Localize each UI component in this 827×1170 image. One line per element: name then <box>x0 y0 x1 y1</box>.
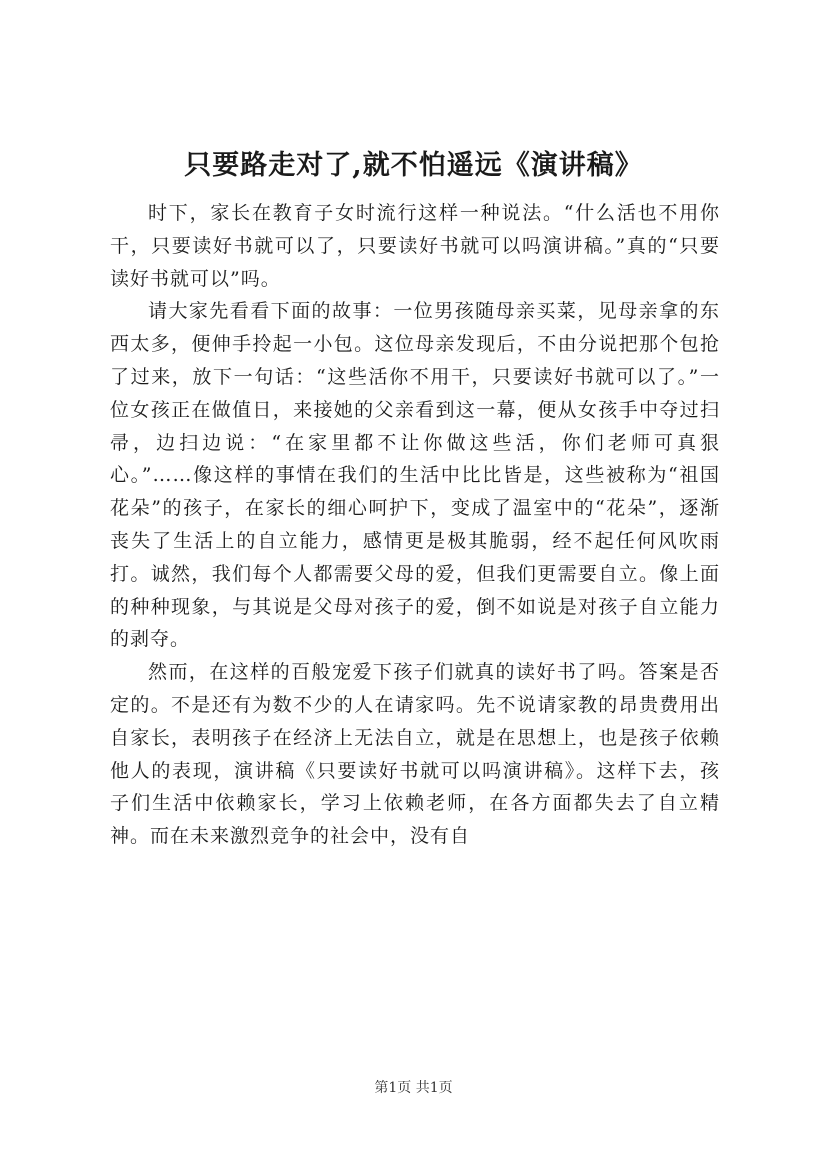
document-body <box>110 197 720 853</box>
paragraph-1: 时下，家长在教育子女时流行这样一种说法。“什么活也不用你干，只要读好书就可以了，只要读好书就可以吗演讲稿。”真的“只要读好书就可以”吗。 <box>110 202 720 290</box>
paragraph-2: 请大家先看看下面的故事：一位男孩随母亲买菜，见母亲拿的东西太多，便伸手拎起一小包。这位母亲发现后，不由分说把那个包抢了过来，放下一句话：“这些活你不用干，只要读好书就可以了。”一位女孩正在做值日，来接她的父亲看到这一幕，便从女孩手中夺过扫帚，边扫边说：“在家里都不让你做这些活，你们老师可真狠心。”……像这样的事情在我们的生活中比比皆是，这些被称为“祖国花朵”的孩子，在家长的细心呵护下，变成了温室中的“花朵”，逐渐丧失了生活上的自立能力，感情更是极其脆弱，经不起任何风吹雨打。诚然，我们每个人都需要父母的爱，但我们更需要自立。像上面的种种现象，与其说是父母对孩子的爱，倒不如说是对孩子自立能力的剥夺。 <box>110 300 720 651</box>
page-footer: 第1页 共1页 <box>374 1080 453 1096</box>
document-title: 只要路走对了,就不怕遥远《演讲稿》 <box>184 150 643 181</box>
paragraph-3: 然而，在这样的百般宠爱下孩子们就真的读好书了吗。答案是否定的。不是还有为数不少的人在请家吗。先不说请家教的昂贵费用出自家长，表明孩子在经济上无法自立，就是在思想上，也是孩子依赖他人的表现，演讲稿《只要读好书就可以吗演讲稿》。这样下去，孩子们生活中依赖家长，学习上依赖老师，在各方面都失去了自立精神。而在未来激烈竞争的社会中，没有自 <box>110 661 720 848</box>
